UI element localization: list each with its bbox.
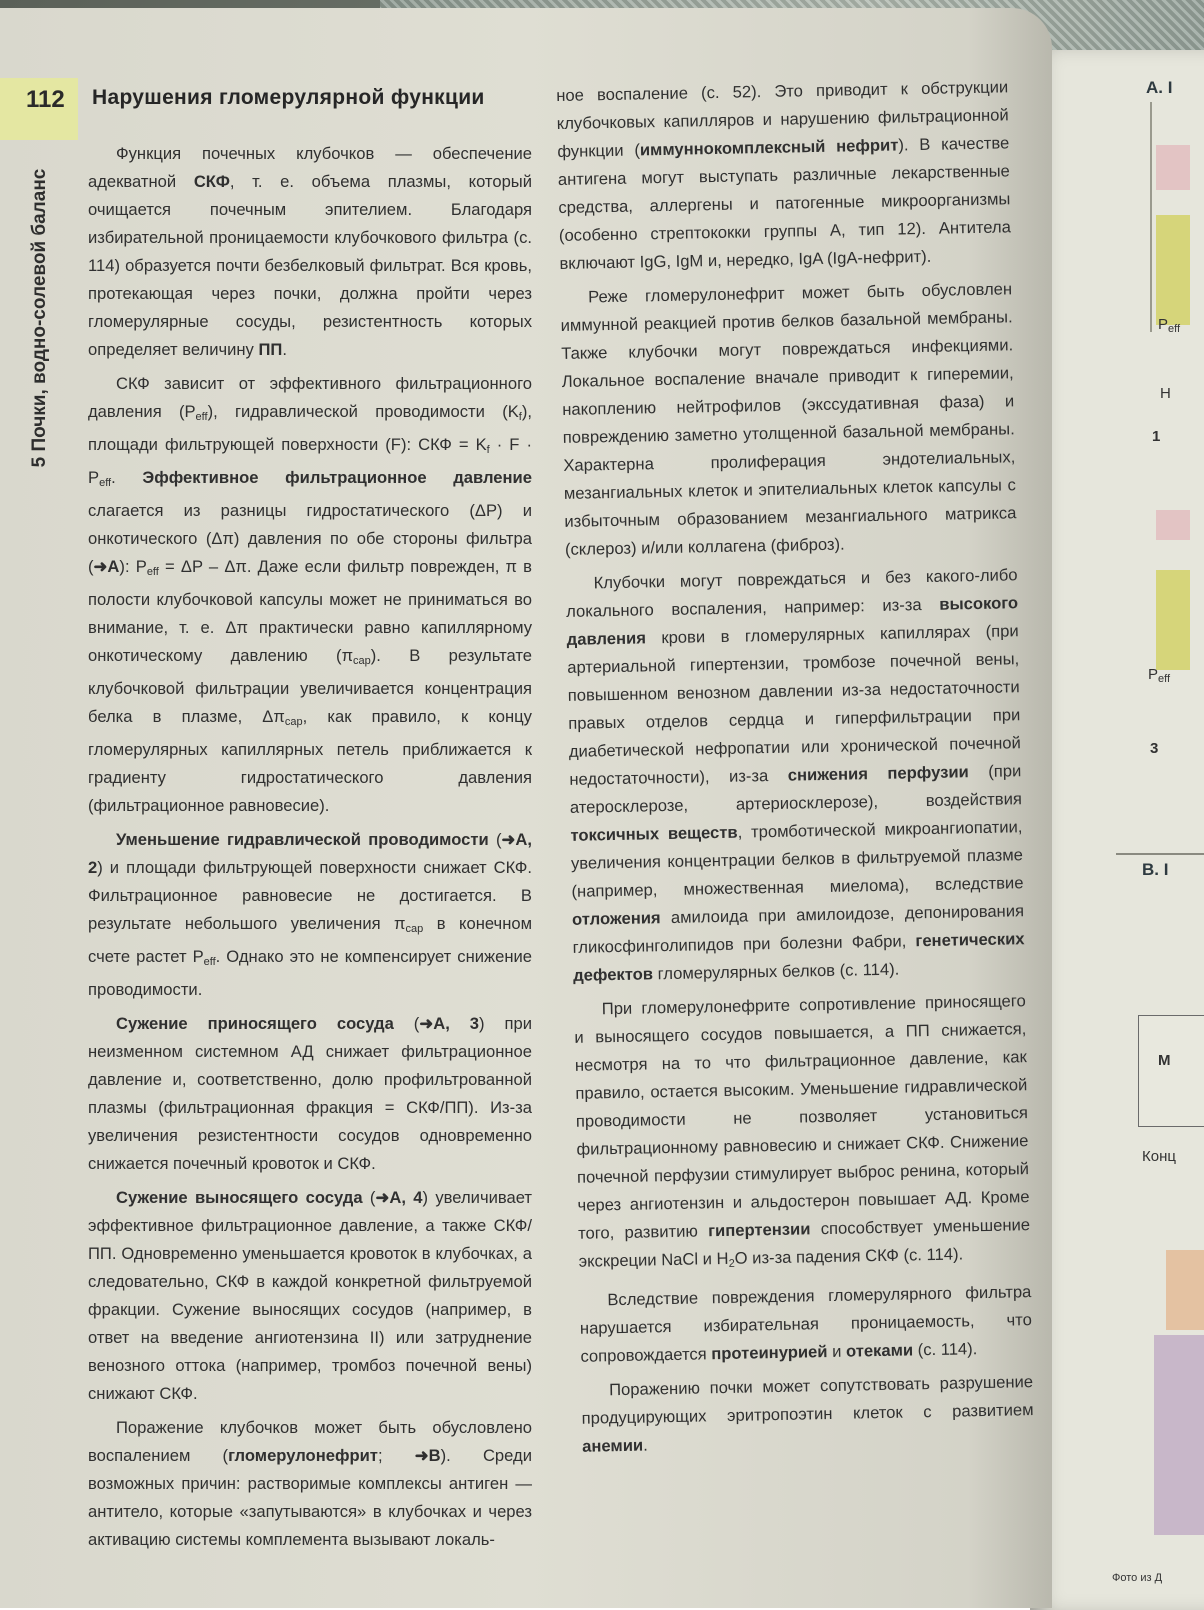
paragraph: Реже гломерулонефрит может быть обусловлен иммунной реакцией против белков базальной мембраны. Также клубочки могут повреждаться инфекциями. Локальное воспаление вначале приводит к гиперемии, накоплению нейтрофилов (экссудативная фаза) и повреждению заметно утолщенной базальной мембраны. Характерна пролиферация эндотелиальных, мезангиальных клеток и эпителиальных клеток капсулы с избыточным образованием мезангиального матрикса (склероз) и/или коллагена (фиброз). — [560, 279, 1017, 559]
paragraph: Сужение выносящего сосуда (➜A, 4) увеличивает эффективное фильтрационное давление, а также СКФ/ПП. Одновременно уменьшается кровоток в клубочках, а следовательно, СКФ в каждой конкретной фильтруемой фракции. Сужение выносящих сосудов (например, в ответ на введение ангиотензина II) или затруднение венозного оттока (например, тромбоз почечной вены) снижают СКФ. — [88, 1188, 532, 1403]
page-title: Нарушения гломерулярной функции — [92, 86, 485, 109]
paragraph: Поражение клубочков может быть обусловлено воспалением (гломерулонефрит; ➜B). Среди возможных причин: растворимые комплексы антиген — антитело, которые «запутываются» в клубочках и через активацию системы комплемента вызывают локаль- — [88, 1418, 532, 1549]
figure-lilac-block — [1154, 1335, 1204, 1535]
figure-pink-block — [1156, 145, 1190, 190]
figure-yellow-block-2 — [1156, 570, 1190, 670]
number-3: 3 — [1150, 740, 1159, 757]
right-page — [1030, 50, 1204, 1610]
paragraph: Уменьшение гидравлической проводимости (➜A, 2) и площади фильтрующей поверхности снижает СКФ. Фильтрационное равновесие не достигается. В результате небольшого увеличения $\pi_{cap}$ в конечном счете растет $P_{eff}$. Однако это не компенсирует снижение проводимости. — [88, 830, 532, 999]
text-column-left — [88, 140, 532, 1554]
figure-divider — [1150, 102, 1152, 332]
paragraph: ное воспаление (с. 52). Это приводит к обструкции клубочковых капилляров и нарушению фильтрационной функции (иммуннокомплексный нефрит). В качестве антигена могут выступать различные лекарственные средства, аллергены и патогенные микроорганизмы (особенно стрептококки группы A, тип 12). Антитела включают IgG, IgM и, нередко, IgA (IgA-нефрит). — [556, 77, 1012, 273]
paragraph: Функция почечных клубочков — обеспечение адекватной СКФ, т. е. объема плазмы, который очищается почечным эпителием. Благодаря избирательной проницаемости клубочкового фильтра (с. 114) образуется почти безбелковый фильтрат. Вся кровь, протекающая через почки, должна пройти через гломерулярные сосуды, резистентность которых определяет величину ПП. — [88, 144, 533, 359]
photo-credit: Фото из Д — [1112, 1572, 1163, 1584]
figure-b-rule — [1116, 853, 1204, 855]
paragraph: СКФ зависит от эффективного фильтрационного давления $(P_{eff})$, гидравлической проводимости $(K_f)$, площади фильтрующей поверхности (F): СКФ = $K_f \cdot F \cdot P_{eff}$. Эффективное фильтрационное давление слагается из разницы гидростатического (ΔP) и онкотического (Δπ) давления по обе стороны фильтра (➜A): $P_{eff} = \Delta P - \Delta\pi$. Даже если фильтр поврежден, π в полости клубочковой капсулы может не приниматься во внимание, т. е. Δπ практически равно капиллярному онкотическому давлению $(\pi_{cap})$. В результате клубочковой фильтрации увеличивается концентрация белка в плазме, $\Delta\pi_{cap}$, как правило, к концу гломерулярных капиллярных петель приближается к градиенту гидростатического давления (фильтрационное равновесие). — [88, 374, 532, 815]
text-column-right — [556, 73, 1034, 1460]
h-label: H — [1160, 385, 1171, 402]
p-eff-label-1: $P_{eff}$ — [1158, 316, 1181, 335]
paragraph: Вследствие повреждения гломерулярного фильтра нарушается избирательная проницаемость, что сопровождается протеинурией и отеками (с. 114). — [579, 1282, 1033, 1366]
figure-peach-block — [1166, 1250, 1204, 1330]
p-eff-label-2: $P_{eff}$ — [1148, 666, 1171, 685]
figure-yellow-block — [1156, 215, 1190, 325]
m-label: M — [1158, 1052, 1171, 1069]
figure-b-label: B. I — [1142, 860, 1169, 879]
paragraph: Сужение приносящего сосуда (➜A, 3) при неизменном системном АД снижает фильтрационное давление и, соответственно, долю профильтрованной плазмы (фильтрационная фракция = СКФ/ПП). Из-за увеличения резистентности сосудов одновременно снижается почечный кровоток и СКФ. — [88, 1014, 532, 1173]
number-1: 1 — [1152, 428, 1161, 445]
page-number: 112 — [26, 86, 65, 113]
konc-label: Конц — [1142, 1148, 1176, 1165]
paragraph: При гломерулонефрите сопротивление приносящего и выносящего сосудов повышается, а ПП снижается, несмотря на то что фильтрационное давление, как правило, остается высоким. Уменьшение гидравлической проводимости не позволяет установиться фильтрационному равновесию и снижает СКФ. Снижение почечной перфузии стимулирует выброс ренина, который через ангиотензин и альдостерон повышает АД. Кроме того, развитию гипертензии способствует уменьшение экскреции NaCl и $H_2O$ из-за падения СКФ (с. 114). — [574, 991, 1031, 1271]
paragraph: Клубочки могут повреждаться и без какого-либо локального воспаления, например: из-за высокого давления крови в гломерулярных капиллярах (при артериальной гипертензии, тромбозе почечной вены, повышенном венозном давлении из-за недостаточности правых отделов сердца и гиперфильтрации при диабетической нефропатии или хронической почечной недостаточности), из-за снижения перфузии (при атеросклерозе, артериосклерозе), воздействия токсичных веществ, тромботической микроангиопатии, увеличения концентрации белков в фильтруемой плазме (например, множественная миелома), вследствие отложения амилоида при амилоидозе, депонирования гликосфинголипидов при болезни Фабри, генетических дефектов гломерулярных белков (с. 114). — [565, 565, 1025, 985]
figure-pink-block-2 — [1156, 510, 1190, 540]
figure-a-label: A. I — [1146, 78, 1173, 97]
chapter-label: 5 Почки, водно-солевой баланс — [29, 168, 50, 468]
paragraph: Поражению почки может сопутствовать разрушение продуцирующих эритропоэтин клеток с развитием анемии. — [581, 1372, 1034, 1456]
figure-box-m — [1138, 1015, 1204, 1127]
left-page — [0, 8, 1052, 1608]
